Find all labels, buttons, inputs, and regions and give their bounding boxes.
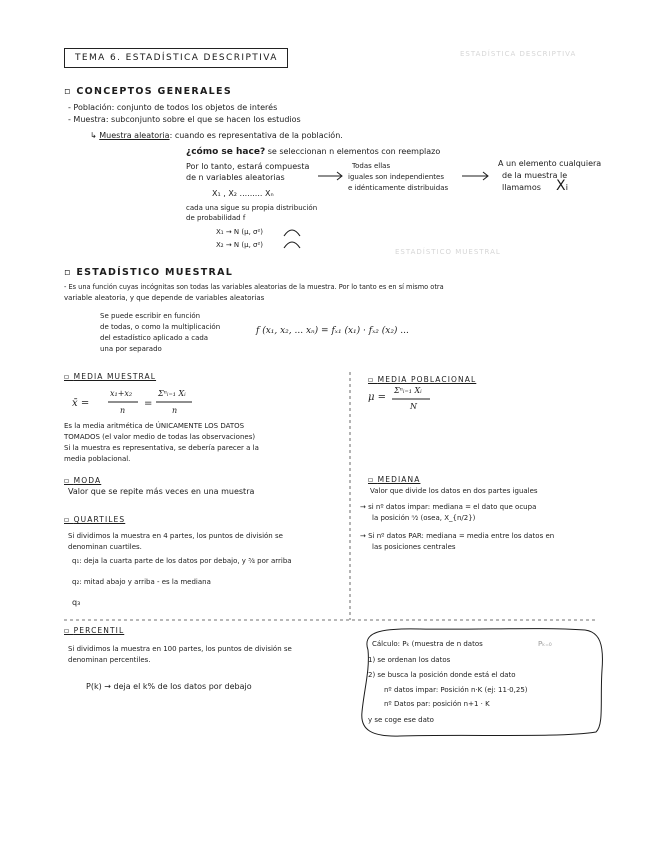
bell-curve-icon bbox=[284, 242, 300, 248]
section-heading-cuartiles: ▫ QUARTILES bbox=[64, 515, 126, 524]
estadistico-note-4: una por separado bbox=[100, 345, 162, 353]
pop-mean-num: Σⁿᵢ₌₁ Xᵢ bbox=[394, 386, 422, 395]
def-poblacion: - Población: conjunto de todos los objetos de interés bbox=[68, 103, 278, 112]
cuartiles-def-2: denominan cuartiles. bbox=[68, 543, 142, 551]
arrow-icon bbox=[462, 172, 488, 180]
estadistico-def-2: variable aleatoria, y que depende de variables aleatorias bbox=[64, 294, 265, 302]
bullet-square-icon: ▫ bbox=[64, 515, 74, 524]
sample-mean-lhs: x̄ = bbox=[72, 398, 90, 409]
pop-mean-lhs: μ = bbox=[368, 392, 387, 403]
media-muestral-text-3: Si la muestra es representativa, se debería parecer a la bbox=[64, 444, 259, 452]
def-muestra: - Muestra: subconjunto sobre el que se hacen los estudios bbox=[68, 115, 301, 124]
sample-mean-frac2-den: n bbox=[172, 406, 178, 415]
como-se-hace: ¿cómo se hace? se seleccionan n elementos con reemplazo bbox=[186, 147, 441, 157]
distribution-x2: X₂ → N (μ, σ²) bbox=[216, 241, 263, 249]
percentil-def-2: denominan percentiles. bbox=[68, 656, 151, 664]
bullet-square-icon: ▫ bbox=[64, 476, 74, 485]
section-heading-media-poblacional: ▫ MEDIA POBLACIONAL bbox=[368, 375, 477, 384]
corner-arrow-icon: ↳ bbox=[90, 131, 100, 140]
calculo-step-2: 2) se busca la posición donde está el dato bbox=[368, 671, 516, 679]
bell-curve-icon bbox=[284, 230, 300, 236]
calculo-title: Cálculo: Pₖ (muestra de n datos bbox=[372, 640, 483, 648]
cuartil-q1: q₁: deja la cuarta parte de los datos por debajo, y ³⁄₄ por arriba bbox=[72, 557, 292, 565]
sample-mean-frac2-num: Σⁿᵢ₌₁ Xᵢ bbox=[158, 389, 186, 398]
mediana-impar-1: → si nº datos impar: mediana = el dato que ocupa bbox=[360, 503, 537, 511]
section-heading-conceptos: ▫ CONCEPTOS GENERALES bbox=[64, 86, 232, 97]
section-heading-mediana: ▫ MEDIANA bbox=[368, 475, 421, 484]
section-heading-media-muestral: ▫ MEDIA MUESTRAL bbox=[64, 372, 157, 381]
page-title: TEMA 6. ESTADÍSTICA DESCRIPTIVA bbox=[64, 48, 288, 68]
element-line-3: llamamos bbox=[502, 183, 541, 192]
estadistico-def-1: - Es una función cuyas incógnitas son todas las variables aleatorias de la muestra. Por lo tanto es en sí mismo otra bbox=[64, 283, 444, 291]
bleed-through-middle: ESTADÍSTICO MUESTRAL bbox=[395, 248, 501, 256]
cuartil-q2: q₂: mitad abajo y arriba - es la mediana bbox=[72, 578, 211, 586]
cuartil-q3: q₃ bbox=[72, 598, 81, 607]
pop-mean-den: N bbox=[410, 402, 417, 411]
arrow-icon bbox=[318, 172, 342, 180]
media-muestral-text-1: Es la media aritmética de ÚNICAMENTE LOS DATOS bbox=[64, 422, 245, 430]
sample-mean-frac1-num: x₁+x₂ bbox=[110, 389, 133, 398]
calculo-step-1: 1) se ordenan los datos bbox=[368, 656, 451, 664]
bleed-through-top: ESTADÍSTICA DESCRIPTIVA bbox=[460, 50, 577, 58]
calculo-step-3: nº datos impar: Posición n·K (ej: 11·0,25) bbox=[384, 686, 528, 694]
bullet-square-icon: ▫ bbox=[64, 372, 74, 381]
calculo-box-outline bbox=[362, 629, 603, 736]
calculo-step-5: y se coge ese dato bbox=[368, 716, 434, 724]
percentil-def-1: Si dividimos la muestra en 100 partes, los puntos de división se bbox=[68, 645, 292, 653]
compuesta-line-1: Por lo tanto, estará compuesta bbox=[186, 162, 310, 171]
bullet-square-icon: ▫ bbox=[64, 626, 74, 635]
random-variables-list: X₁ , X₂ ......... Xₙ bbox=[212, 189, 274, 198]
sample-mean-frac1-den: n bbox=[120, 406, 126, 415]
mediana-par-2: las posiciones centrales bbox=[372, 543, 456, 551]
media-muestral-text-4: media poblacional. bbox=[64, 455, 131, 463]
estadistico-note-2: de todas, o como la multiplicación bbox=[100, 323, 221, 331]
mediana-def: Valor que divide los datos en dos partes iguales bbox=[370, 487, 538, 495]
media-muestral-text-2: TOMADOS (el valor medio de todas las observaciones) bbox=[64, 433, 256, 441]
calculo-faded: Pₖ₌₀ bbox=[538, 640, 552, 648]
moda-text: Valor que se repite más veces en una muestra bbox=[68, 487, 255, 496]
iid-line-1: Todas ellas bbox=[352, 162, 391, 170]
percentil-pk: P(k) → deja el k% de los datos por debajo bbox=[86, 682, 252, 691]
joint-density-formula: f (x₁, x₂, ... xₙ) = fₓ₁ (x₁) · fₓ₂ (x₂) ... bbox=[256, 326, 409, 336]
calculo-step-4: nº Datos par: posición n+1 · K bbox=[384, 700, 490, 708]
iid-line-2: iguales son independientes bbox=[348, 173, 444, 181]
mediana-par-1: → Si nº datos PAR: mediana = media entre los datos en bbox=[360, 532, 555, 540]
estadistico-note-3: del estadístico aplicado a cada bbox=[100, 334, 209, 342]
element-line-2: de la muestra le bbox=[502, 171, 568, 180]
distribution-line-1: cada una sigue su propia distribución bbox=[186, 204, 318, 212]
sample-mean-eq: = bbox=[144, 398, 153, 409]
iid-line-3: e idénticamente distribuidas bbox=[348, 184, 449, 192]
cuartiles-def-1: Si dividimos la muestra en 4 partes, los puntos de división se bbox=[68, 532, 283, 540]
estadistico-note-1: Se puede escribir en función bbox=[100, 312, 201, 320]
mediana-impar-2: la posición ⁿ⁄₂ (osea, X_{n/2}) bbox=[372, 514, 476, 522]
def-muestra-aleatoria: ↳ Muestra aleatoria: cuando es representativa de la población. bbox=[90, 131, 343, 140]
bullet-square-icon: ▫ bbox=[64, 86, 77, 97]
section-heading-moda: ▫ MODA bbox=[64, 476, 102, 485]
bullet-square-icon: ▫ bbox=[368, 375, 378, 384]
bullet-square-icon: ▫ bbox=[368, 475, 378, 484]
element-xi: Xᵢ bbox=[556, 178, 569, 194]
section-heading-percentil: ▫ PERCENTIL bbox=[64, 626, 125, 635]
distribution-x1: X₁ → N (μ, σ²) bbox=[216, 228, 263, 236]
section-heading-estadistico: ▫ ESTADÍSTICO MUESTRAL bbox=[64, 267, 234, 278]
compuesta-line-2: de n variables aleatorias bbox=[186, 173, 285, 182]
bullet-square-icon: ▫ bbox=[64, 267, 77, 278]
distribution-line-2: de probabilidad f bbox=[186, 214, 246, 222]
element-line-1: A un elemento cualquiera bbox=[498, 159, 602, 168]
